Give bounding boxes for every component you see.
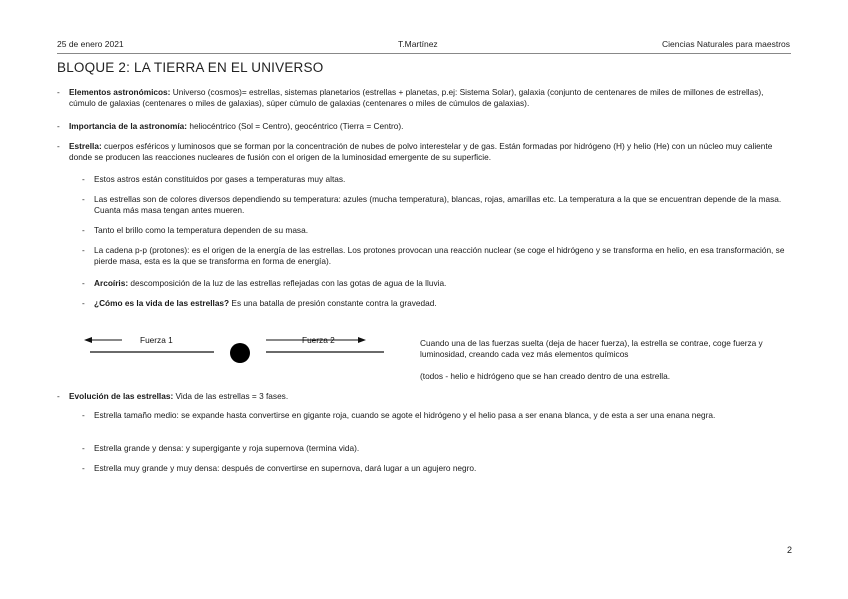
bullet-dash: -: [57, 141, 60, 151]
bullet-dash: -: [57, 121, 60, 131]
bullet-importancia: [57, 121, 792, 132]
bullet-dash: -: [82, 443, 85, 453]
bullet-dash: -: [82, 298, 85, 308]
force2-arrowhead: [358, 337, 366, 343]
subitem-text: Las estrellas son de colores diversos dependiendo su temperatura: azules (mucha temperatura), blancas, rojas, amarillas etc. La temperatura a la que se encuentran depende de la masa. Cuanta más masa tengan antes mueren.: [94, 194, 782, 216]
page-title: BLOQUE 2: LA TIERRA EN EL UNIVERSO: [57, 60, 324, 75]
bullet-dash: -: [82, 245, 85, 255]
subitem-star-3: [82, 245, 792, 267]
bullet-bold: Elementos astronómicos:: [69, 87, 171, 97]
bullet-evolucion: [57, 391, 792, 402]
bullet-bold: Importancia de la astronomía:: [69, 121, 188, 131]
bullet-dash: -: [82, 225, 85, 235]
subitem-star-5: [82, 298, 792, 309]
subitem-text: Estrella tamaño medio: se expande hasta convertirse en gigante roja, cuando se agote el hidrógeno y el helio pasa a ser enana blanca, y de esta a ser una enana negra.: [94, 410, 716, 420]
subitem-evolution-2: [82, 463, 792, 474]
header-rule: [57, 53, 791, 54]
bullet-dash: -: [82, 194, 85, 204]
subitem-text: Estrella muy grande y muy densa: después de convertirse en supernova, dará lugar a un agujero negro.: [94, 463, 477, 473]
force1-arrowhead: [84, 337, 92, 343]
bullet-dash: -: [82, 174, 85, 184]
header-course: Ciencias Naturales para maestros: [661, 39, 790, 49]
force2-label: Fuerza 2: [302, 335, 335, 345]
force-diagram: [84, 333, 384, 373]
subitem-bold: Arcoíris:: [94, 278, 129, 288]
subitem-text: Estos astros están constituidos por gases a temperaturas muy altas.: [94, 174, 346, 184]
subitem-star-4: [82, 278, 792, 289]
subitem-star-1: [82, 194, 792, 216]
bullet-text: heliocéntrico (Sol = Centro), geocéntrico (Tierra = Centro).: [187, 121, 404, 131]
bullet-dash: -: [82, 410, 85, 420]
header-author: T.Martínez: [398, 39, 438, 49]
diagram-caption: Cuando una de las fuerzas suelta (deja de hacer fuerza), la estrella se contrae, coge fuerza y luminosidad, creando cada vez más elementos químicos: [420, 338, 763, 360]
subitem-text: descomposición de la luz de las estrellas reflejadas con las gotas de agua de la lluvia.: [128, 278, 447, 288]
bullet-dash: -: [57, 391, 60, 401]
subitem-evolution-1: [82, 443, 792, 454]
bullet-text: Universo (cosmos)= estrellas, sistemas planetarios (estrellas + planetas, p.ej: Sistema Solar), galaxia (conjunto de centenares de miles de millones de estrellas), cúmulo de galaxias (centenares o miles de galaxias), súper cúmulo de galaxias (centenares o miles de cúmulos de galaxias).: [69, 87, 764, 109]
header-date: 25 de enero 2021: [57, 39, 124, 49]
subitem-text: La cadena p-p (protones): es el origen de la energía de las estrellas. Los protones provocan una reacción nuclear (se coge el hidrógeno y se transforma en helio, en esa transformación, se pierde masa, esta es la que se transforma en forma de energía).: [94, 245, 785, 267]
diagram-caption-2: (todos - helio e hidrógeno que se han creado dentro de una estrella.: [420, 371, 671, 381]
bullet-elementos: [57, 87, 792, 109]
subitem-star-0: [82, 174, 792, 185]
bullet-bold: Evolución de las estrellas:: [69, 391, 174, 401]
star-dot: [230, 343, 250, 363]
subitem-text: Es una batalla de presión constante contra la gravedad.: [229, 298, 437, 308]
bullet-dash: -: [82, 278, 85, 288]
bullet-bold: Estrella:: [69, 141, 102, 151]
subitem-star-2: [82, 225, 792, 236]
subitem-text: Tanto el brillo como la temperatura dependen de su masa.: [94, 225, 309, 235]
force1-label: Fuerza 1: [140, 335, 173, 345]
subitem-text: Estrella grande y densa: y supergigante y roja supernova (termina vida).: [94, 443, 360, 453]
subitem-bold: ¿Cómo es la vida de las estrellas?: [94, 298, 230, 308]
bullet-text: Vida de las estrellas = 3 fases.: [173, 391, 289, 401]
bullet-dash: -: [82, 463, 85, 473]
bullet-text: cuerpos esféricos y luminosos que se forman por la concentración de nubes de polvo interestelar y de gas. Están formadas por hidrógeno (H) y helio (He) con un núcleo muy caliente donde se producen las reacciones nucleares de fusión con el origen de la luminosidad emergente de su superficie.: [69, 141, 773, 163]
bullet-estrella: [57, 141, 792, 163]
page-number: 2: [786, 545, 792, 555]
bullet-dash: -: [57, 87, 60, 97]
subitem-evolution-0: [82, 410, 792, 421]
